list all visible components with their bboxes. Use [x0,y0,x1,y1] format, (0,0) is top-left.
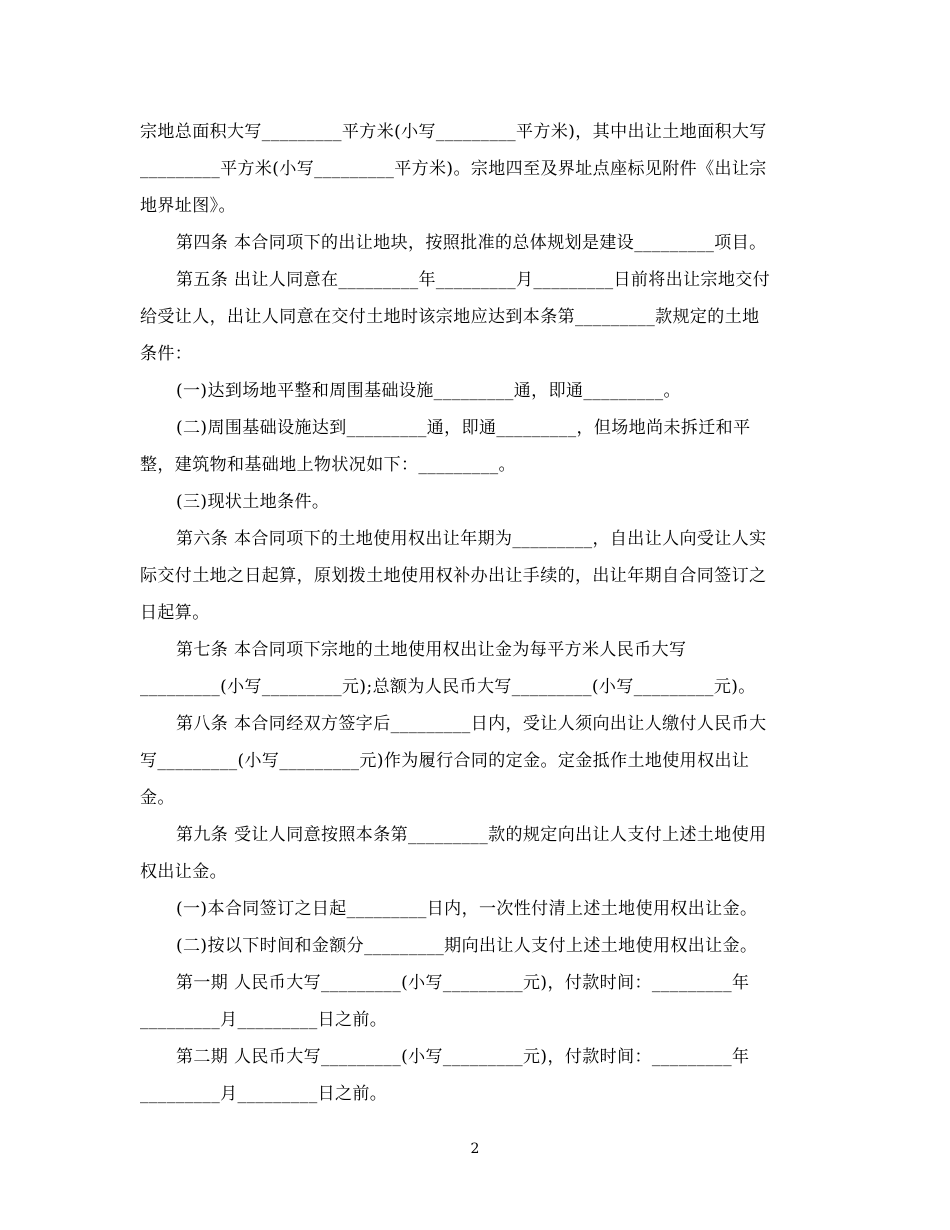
installment-2: 第二期 人民币大写_________(小写_________元)，付款时间：_________年 [176,1047,750,1067]
text-line: _________(小写_________元);总额为人民币大写_________(小写_________元)。 [140,677,756,697]
installment-1: 第一期 人民币大写_________(小写_________元)，付款时间：_________年 [176,973,750,993]
page-number: 2 [470,1141,480,1157]
clause-1: (一)达到场地平整和周围基础设施_________通，即通_________。 [176,381,681,401]
text-line: _________月_________日之前。 [140,1010,388,1030]
article-7: 第七条 本合同项下宗地的土地使用权出让金为每平方米人民币大写 [176,640,687,660]
text-line: 日起算。 [140,603,210,623]
clause-3: (三)现状土地条件。 [176,492,330,512]
text-line: 权出让金。 [140,862,227,882]
text-line: _________月_________日之前。 [140,1084,388,1104]
text-line: 宗地总面积大写_________平方米(小写_________平方米)，其中出让土地面积大写 [140,122,767,142]
payment-option-2: (二)按以下时间和金额分_________期向出让人支付上述土地使用权出让金。 [176,936,758,956]
text-line: 条件： [140,344,193,364]
text-line: 际交付土地之日起算，原划拨土地使用权补办出让手续的，出让年期自合同签订之 [140,566,767,586]
text-line: 写_________(小写_________元)作为履行合同的定金。定金抵作土地使用权出让 [140,751,750,771]
text-line: 整，建筑物和基础地上物状况如下：_________。 [140,455,516,475]
article-5: 第五条 出让人同意在_________年_________月_________日前将出让宗地交付 [176,270,771,290]
text-line: 给受让人，出让人同意在交付土地时该宗地应达到本条第_________款规定的土地 [140,307,760,327]
text-line: 金。 [140,788,175,808]
article-9: 第九条 受让人同意按照本条第_________款的规定向出让人支付上述土地使用 [176,825,767,845]
clause-2: (二)周围基础设施达到_________通，即通_________，但场地尚未拆迁和平 [176,418,751,438]
text-line: 地界址图》。 [140,196,236,216]
text-line: _________平方米(小写_________平方米)。宗地四至及界址点座标见附件《出让宗 [140,159,767,179]
article-8: 第八条 本合同经双方签字后_________日内，受让人须向出让人缴付人民币大 [176,714,767,734]
article-6: 第六条 本合同项下的土地使用权出让年期为_________，自出让人向受让人实 [176,529,767,549]
article-4: 第四条 本合同项下的出让地块，按照批准的总体规划是建设_________项目。 [176,233,767,253]
payment-option-1: (一)本合同签订之日起_________日内，一次性付清上述土地使用权出让金。 [176,899,758,919]
